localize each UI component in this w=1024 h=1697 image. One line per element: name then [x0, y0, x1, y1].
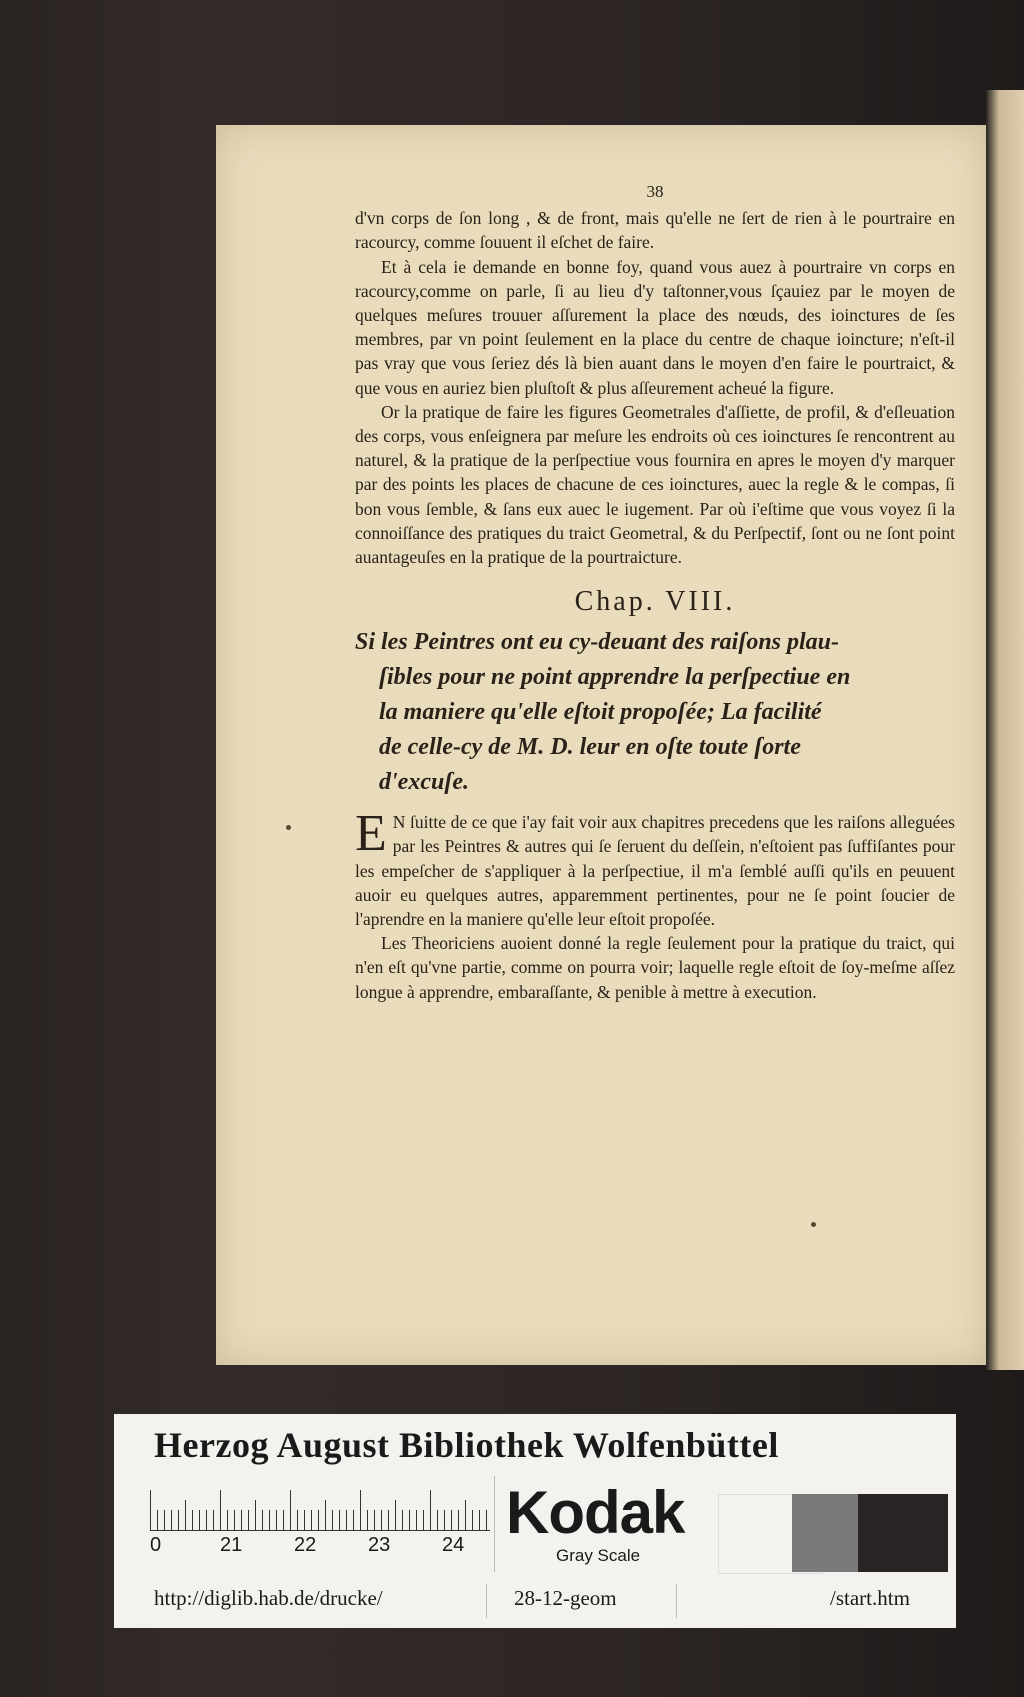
- ruler-tick: [206, 1510, 207, 1530]
- page-text-block: [355, 180, 955, 1004]
- adjacent-page-edge: [985, 90, 1024, 1370]
- ruler-tick: [346, 1510, 347, 1530]
- ruler-tick: [472, 1510, 473, 1530]
- ruler-tick: [248, 1510, 249, 1530]
- page-number: 38: [646, 182, 664, 201]
- ruler-tick: [381, 1510, 382, 1530]
- subtitle-line: ſibles pour ne point apprendre la perſpectiue en: [379, 664, 851, 691]
- subtitle-line: de celle-cy de M. D. leur en oſte toute ſorte: [379, 734, 801, 761]
- ruler-tick: [423, 1510, 424, 1530]
- ruler-tick: [171, 1510, 172, 1530]
- ink-speck: [811, 1222, 816, 1227]
- url-right: /start.htm: [830, 1586, 910, 1610]
- ruler-tick: [444, 1510, 445, 1530]
- ruler-tick: [402, 1510, 403, 1530]
- ruler-tick: [479, 1510, 480, 1530]
- gray-swatch-dark: [858, 1494, 948, 1572]
- ruler-tick: [297, 1510, 298, 1530]
- chapter-title: Chap. VIII.: [574, 586, 736, 618]
- ruler-tick: [430, 1490, 431, 1530]
- ruler-tick: [318, 1510, 319, 1530]
- ruler-tick: [276, 1510, 277, 1530]
- ruler-tick: [437, 1510, 438, 1530]
- gray-scale-caption: Gray Scale: [556, 1546, 641, 1565]
- ruler-tick: [150, 1490, 151, 1530]
- divider: [494, 1476, 495, 1572]
- ruler-tick: [374, 1510, 375, 1530]
- ruler-tick: [339, 1510, 340, 1530]
- ruler-tick: [157, 1510, 158, 1530]
- paragraph: d'vn corps de ſon long , & de front, mais qu'elle ne ſert de rien à le pourtraire en racourcy, comme ſouuent il eſchet de faire.: [355, 208, 955, 253]
- ruler-label: 23: [368, 1534, 391, 1556]
- ruler-tick: [213, 1510, 214, 1530]
- ruler-tick: [234, 1510, 235, 1530]
- url-left: http://diglib.hab.de/drucke/: [154, 1586, 383, 1610]
- ruler-labels: [150, 1534, 510, 1558]
- ruler-tick: [353, 1510, 354, 1530]
- chapter-subtitle: [355, 625, 955, 800]
- ruler-tick: [458, 1510, 459, 1530]
- ruler-tick: [311, 1510, 312, 1530]
- ruler-tick: [486, 1510, 487, 1530]
- ruler-label: 0: [150, 1534, 162, 1556]
- divider: [486, 1584, 487, 1618]
- ruler-tick: [304, 1510, 305, 1530]
- paragraph: Les Theoriciens auoient donné la regle ſeulement pour la pratique du traict, qui n'en eſt qu'vne partie, comme on pourra voir; laquelle regle eſtoit de ſoy-meſme aſſez longue à apprendre, embaraſſante, & penible à mettre à execution.: [355, 933, 955, 1002]
- ruler-label: 22: [294, 1534, 317, 1556]
- ruler-tick: [325, 1500, 326, 1530]
- ruler-tick: [290, 1490, 291, 1530]
- ruler-tick: [409, 1510, 410, 1530]
- divider: [676, 1584, 677, 1618]
- ruler-tick: [199, 1510, 200, 1530]
- url-mid: 28-12-geom: [514, 1586, 617, 1610]
- book-page: [216, 125, 986, 1365]
- ruler-tick: [269, 1510, 270, 1530]
- drop-cap: E: [355, 805, 387, 863]
- paragraph: [355, 805, 955, 931]
- ruler-tick: [360, 1490, 361, 1530]
- ruler-tick: [220, 1490, 221, 1530]
- ink-speck: [286, 825, 291, 830]
- paragraph: Et à cela ie demande en bonne foy, quand vous auez à pourtraire vn corps en racourcy,comme on parle, ſi au lieu d'y taſtonner,vous ſçauiez par le moyen de quelques meſures trouuer aſſurement la place des nœuds, des ioinctures de ſes membres, par vn point ſeulement en la place du centre de chaque ioincture; n'eſt-il pas vray que vous ſeriez dés là bien auant dans le moyen d'en faire le pourtraict, & que vous en auriez bien pluſtoſt & plus aſſeurement acheué la figure.: [355, 256, 955, 398]
- ruler-tick: [255, 1500, 256, 1530]
- library-name: Herzog August Bibliothek Wolfenbüttel: [154, 1425, 779, 1465]
- color-target-card: [114, 1414, 956, 1628]
- ruler-tick: [241, 1510, 242, 1530]
- ruler-tick: [465, 1500, 466, 1530]
- ruler-tick: [164, 1510, 165, 1530]
- ruler-tick: [283, 1510, 284, 1530]
- ruler-tick: [192, 1510, 193, 1530]
- ruler-tick: [185, 1500, 186, 1530]
- kodak-logo: Kodak: [506, 1479, 685, 1546]
- ruler-tick: [395, 1500, 396, 1530]
- paragraph-text: N ſuitte de ce que i'ay fait voir aux chapitres precedens que les raiſons alleguées par les Peintres & autres qui ſe ſeruent du deſſein, n'eſtoient pas ſuffiſantes pour les empeſcher de s'appliquer à la perſpectiue, il m'a ſemblé auſſi qu'ils en peuuent auoir eu quelques autres, apparemment pertinentes, pour ne ſe point ſoucier de l'aprendre en la maniere qu'elle leur eſtoit propoſée.: [355, 812, 955, 930]
- ruler-tick: [262, 1510, 263, 1530]
- ruler-tick: [416, 1510, 417, 1530]
- ruler-label: 21: [220, 1534, 243, 1556]
- gray-swatch-mid: [792, 1494, 858, 1572]
- paragraph: Or la pratique de faire les figures Geometrales d'aſſiette, de profil, & d'eſleuation des corps, vous enſeignera par meſure les endroits où ces ioinctures ſe rencontrent au naturel, & la pratique de la perſpectiue vous fournira en apres le moyen d'y marquer par des points les places de chacune de ces ioinctures, auec la regle & le compas, ſi bon vous ſemble, & ſans eux auec le iugement. Par où i'eſtime que vous voyez ſi la connoiſſance des pratiques du traict Geometral, & du Perſpectif, ſont ou ne ſont point auantageuſes en la pratique de la pourtraicture.: [355, 401, 955, 568]
- subtitle-line: Si les Peintres ont eu cy-deuant des raiſons plau-: [355, 629, 840, 656]
- subtitle-line: d'excuſe.: [379, 769, 469, 796]
- ruler: [150, 1486, 490, 1531]
- subtitle-line: la maniere qu'elle eſtoit propoſée; La facilité: [379, 699, 822, 726]
- ruler-tick: [178, 1510, 179, 1530]
- ruler-label: 24: [442, 1534, 465, 1556]
- ruler-tick: [227, 1510, 228, 1530]
- ruler-tick: [451, 1510, 452, 1530]
- ruler-tick: [367, 1510, 368, 1530]
- ruler-tick: [388, 1510, 389, 1530]
- ruler-tick: [332, 1510, 333, 1530]
